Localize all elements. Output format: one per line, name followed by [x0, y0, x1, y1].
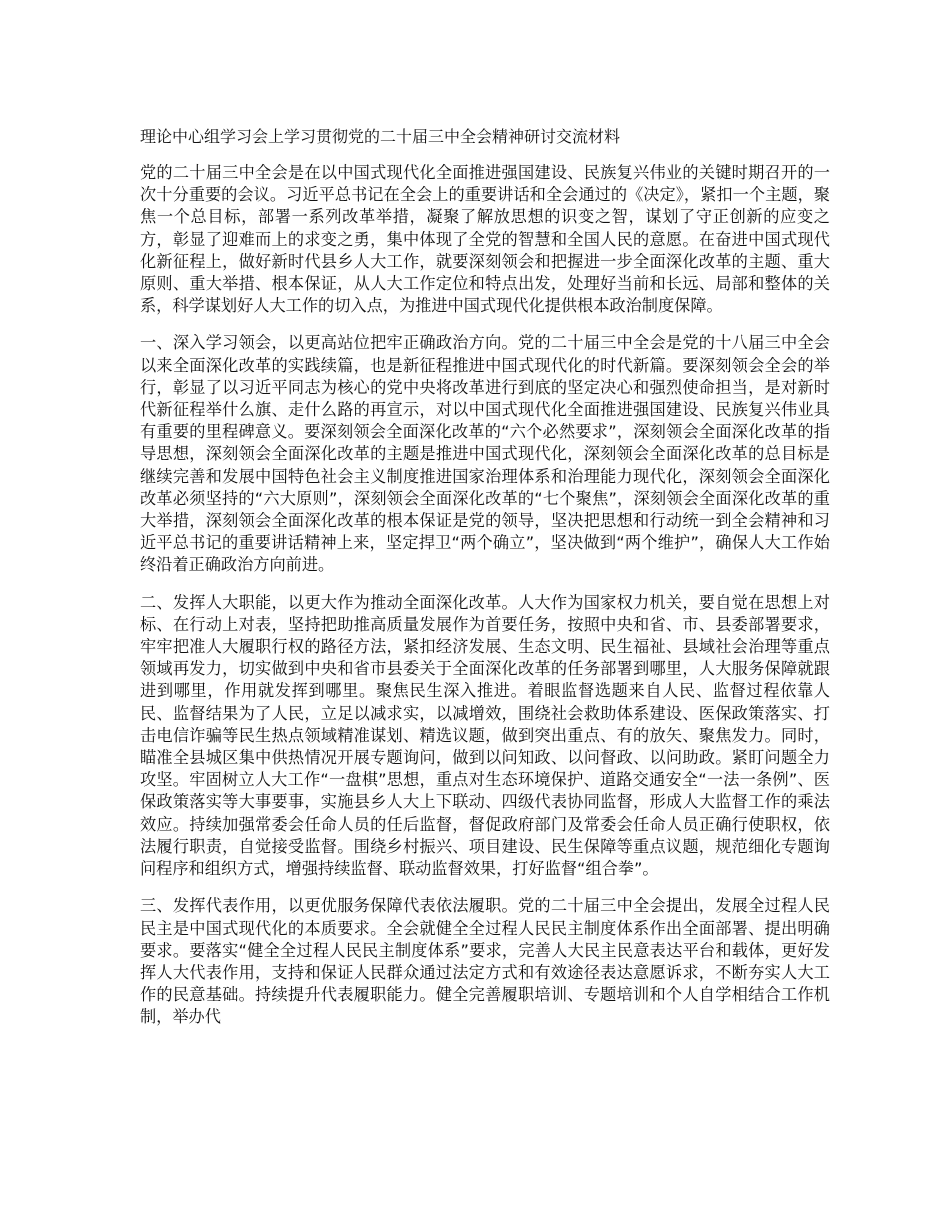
- paragraph-section-2: 二、发挥人大职能，以更大作为推动全面深化改革。人大作为国家权力机关，要自觉在思想上对标、在行动上对表，坚持把助推高质量发展作为首要任务，按照中央和省、市、县委部署要求，牢牢把准人大履职行权的路径方法，紧扣经济发展、生态文明、民生福祉、县域社会治理等重点领域再发力，切实做到中央和省市县委关于全面深化改革的任务部署到哪里，人大服务保障就跟进到哪里，作用就发挥到哪里。聚焦民生深入推进。着眼监督选题来自人民、监督过程依靠人民、监督结果为了人民，立足以减求实，以减增效，围绕社会救助体系建设、医保政策落实、打击电信诈骗等民生热点领域精准谋划、精选议题，做到突出重点、有的放矢、聚焦发力。同时，瞄准全县城区集中供热情况开展专题询问，做到以问知政、以问督政、以问助政。紧盯问题全力攻坚。牢固树立人大工作“一盘棋”思想，重点对生态环境保护、道路交通安全“一法一条例”、医保政策落实等大事要事，实施县乡人大上下联动、四级代表协同监督，形成人大监督工作的乘法效应。持续加强常委会任命人员的任后监督，督促政府部门及常委会任命人员正确行使职权，依法履行职责，自觉接受监督。围绕乡村振兴、项目建设、民生保障等重点议题，规范细化专题询问程序和组织方式，增强持续监督、联动监督效果，打好监督“组合拳”。: [140, 592, 830, 879]
- paragraph-intro: 党的二十届三中全会是在以中国式现代化全面推进强国建设、民族复兴伟业的关键时期召开的一次十分重要的会议。习近平总书记在全会上的重要讲话和全会通过的《决定》，紧扣一个主题，聚焦一个总目标，部署一系列改革举措，凝聚了解放思想的识变之智，谋划了守正创新的应变之方，彰显了迎难而上的求变之勇，集中体现了全党的智慧和全国人民的意愿。在奋进中国式现代化新征程上，做好新时代县乡人大工作，就要深刻领会和把握进一步全面深化改革的主题、重大原则、重大举措、根本保证，从人大工作定位和特点出发，处理好当前和长远、局部和整体的关系，科学谋划好人大工作的切入点，为推进中国式现代化提供根本政治制度保障。: [140, 163, 830, 316]
- document-title: 理论中心组学习会上学习贯彻党的二十届三中全会精神研讨交流材料: [140, 127, 621, 146]
- document-page: [140, 126, 830, 1044]
- paragraph-section-1: 一、深入学习领会，以更高站位把牢正确政治方向。党的二十届三中全会是党的十八届三中全会以来全面深化改革的实践续篇，也是新征程推进中国式现代化的时代新篇。要深刻领会全会的举行，彰显了以习近平同志为核心的党中央将改革进行到底的坚定决心和强烈使命担当，是对新时代新征程举什么旗、走什么路的再宣示，对以中国式现代化全面推进强国建设、民族复兴伟业具有重要的里程碑意义。要深刻领会全面深化改革的“六个必然要求”，深刻领会全面深化改革的指导思想，深刻领会全面深化改革的主题是推进中国式现代化，深刻领会全面深化改革的总目标是继续完善和发展中国特色社会主义制度推进国家治理体系和治理能力现代化，深刻领会全面深化改革必须坚持的“六大原则”，深刻领会全面深化改革的“七个聚焦”，深刻领会全面深化改革的重大举措，深刻领会全面深化改革的根本保证是党的领导，坚决把思想和行动统一到全会精神和习近平总书记的重要讲话精神上来，坚定捍卫“两个确立”，坚决做到“两个维护”，确保人大工作始终沿着正确政治方向前进。: [140, 333, 830, 575]
- paragraph-section-3: 三、发挥代表作用，以更优服务保障代表依法履职。党的二十届三中全会提出，发展全过程人民民主是中国式现代化的本质要求。全会就健全全过程人民民主制度体系作出全面部署、提出明确要求。要落实“健全全过程人民民主制度体系”要求，完善人大民主民意表达平台和载体，更好发挥人大代表作用，支持和保证人民群众通过法定方式和有效途径表达意愿诉求，不断夯实人大工作的民意基础。持续提升代表履职能力。健全完善履职培训、专题培训和个人自学相结合工作机制，举办代: [140, 896, 830, 1027]
